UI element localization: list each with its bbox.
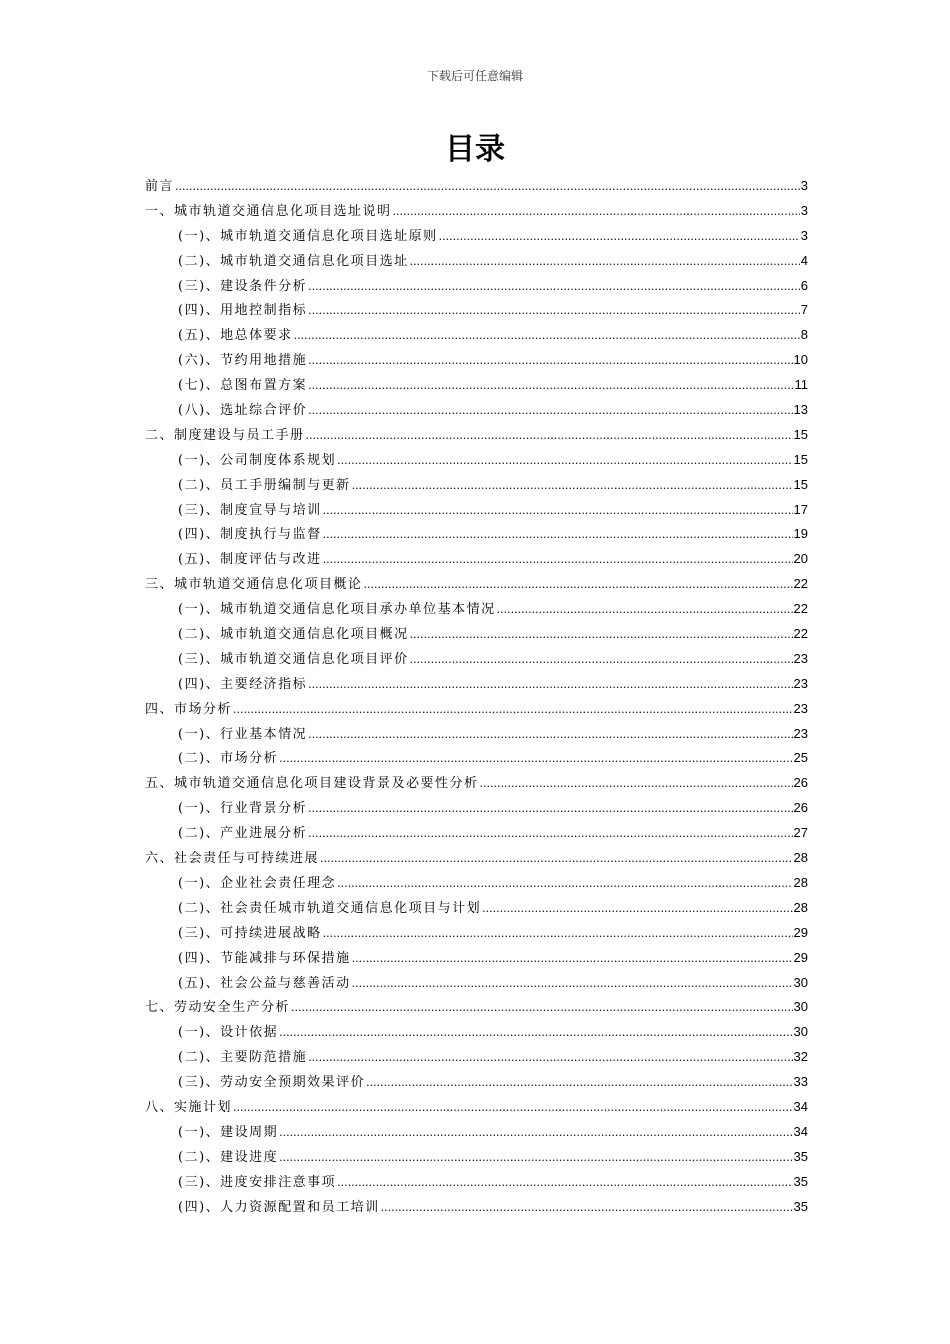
- toc-entry-label: (二)、城市轨道交通信息化项目概况: [178, 627, 409, 643]
- toc-entry[interactable]: [145, 498, 808, 523]
- dot-leader: [308, 673, 792, 698]
- dot-leader: [308, 797, 792, 822]
- toc-entry[interactable]: [145, 821, 808, 846]
- dot-leader: [308, 275, 800, 300]
- toc-entry[interactable]: [145, 896, 808, 921]
- toc-entry-label: (一)、设计依据: [178, 1025, 279, 1041]
- dot-leader: [364, 573, 793, 598]
- dot-leader: [323, 922, 793, 947]
- toc-entry-label: (五)、制度评估与改进: [178, 552, 322, 568]
- toc-entry-page-number: 3: [800, 202, 808, 218]
- toc-entry[interactable]: [145, 946, 808, 971]
- toc-entry[interactable]: [145, 298, 808, 323]
- toc-entry[interactable]: [145, 1095, 808, 1120]
- toc-entry-page-number: 35: [793, 1173, 808, 1189]
- toc-entry-label: (二)、员工手册编制与更新: [178, 477, 351, 493]
- toc-entry[interactable]: [145, 348, 808, 373]
- toc-entry-label: (三)、建设条件分析: [178, 278, 308, 294]
- toc-entry-label: (二)、产业进展分析: [178, 826, 308, 842]
- toc-entry-page-number: 30: [793, 999, 808, 1015]
- toc-entry-page-number: 6: [800, 277, 808, 293]
- toc-entry-page-number: 15: [793, 476, 808, 492]
- toc-entry-label: (一)、企业社会责任理念: [178, 875, 337, 891]
- dot-leader: [279, 1146, 792, 1171]
- dot-leader: [308, 349, 792, 374]
- dot-leader: [279, 1121, 792, 1146]
- dot-leader: [352, 972, 793, 997]
- dot-leader: [410, 250, 800, 275]
- toc-entry[interactable]: [145, 846, 808, 871]
- dot-leader: [497, 598, 793, 623]
- dot-leader: [308, 1046, 792, 1071]
- toc-entry-page-number: 3: [800, 227, 808, 243]
- toc-entry-page-number: 10: [793, 352, 808, 368]
- dot-leader: [306, 424, 793, 449]
- table-of-contents: [145, 174, 808, 1219]
- toc-entry-page-number: 32: [793, 1049, 808, 1065]
- toc-entry-page-number: 29: [793, 924, 808, 940]
- toc-entry-page-number: 23: [793, 650, 808, 666]
- dot-leader: [352, 474, 793, 499]
- dot-leader: [320, 847, 793, 872]
- toc-entry[interactable]: [145, 1070, 808, 1095]
- toc-entry-page-number: 34: [793, 1123, 808, 1139]
- toc-entry-label: (二)、市场分析: [178, 751, 279, 767]
- toc-entry[interactable]: [145, 423, 808, 448]
- toc-entry[interactable]: [145, 224, 808, 249]
- dot-leader: [323, 499, 793, 524]
- toc-entry[interactable]: [145, 971, 808, 996]
- toc-entry-page-number: 30: [793, 974, 808, 990]
- dot-leader: [410, 648, 793, 673]
- dot-leader: [410, 623, 793, 648]
- toc-entry-page-number: 22: [793, 601, 808, 617]
- dot-leader: [233, 1096, 793, 1121]
- toc-entry-label: (二)、建设进度: [178, 1149, 279, 1165]
- toc-entry-label: (八)、选址综合评价: [178, 403, 308, 419]
- toc-entry-page-number: 35: [793, 1198, 808, 1214]
- dot-leader: [352, 947, 793, 972]
- toc-entry-page-number: 23: [793, 725, 808, 741]
- dot-leader: [308, 822, 792, 847]
- dot-leader: [279, 1021, 792, 1046]
- toc-entry[interactable]: [145, 771, 808, 796]
- toc-entry-page-number: 20: [793, 551, 808, 567]
- dot-leader: [308, 299, 800, 324]
- toc-entry[interactable]: [145, 697, 808, 722]
- toc-entry-label: 六、社会责任与可持续进展: [145, 851, 320, 867]
- toc-entry[interactable]: [145, 373, 808, 398]
- toc-entry-page-number: 26: [793, 775, 808, 791]
- toc-entry[interactable]: [145, 622, 808, 647]
- toc-entry[interactable]: [145, 995, 808, 1020]
- dot-leader: [291, 996, 793, 1021]
- toc-entry[interactable]: [145, 921, 808, 946]
- toc-entry-label: (四)、主要经济指标: [178, 676, 308, 692]
- toc-entry-page-number: 28: [793, 850, 808, 866]
- toc-entry[interactable]: [145, 522, 808, 547]
- toc-entry-label: (五)、社会公益与慈善活动: [178, 975, 351, 991]
- toc-entry-label: (六)、节约用地措施: [178, 353, 308, 369]
- toc-entry[interactable]: [145, 1195, 808, 1220]
- dot-leader: [337, 872, 792, 897]
- toc-entry[interactable]: [145, 672, 808, 697]
- toc-entry-page-number: 23: [793, 700, 808, 716]
- toc-entry-label: 四、市场分析: [145, 701, 233, 717]
- toc-entry-label: (一)、行业背景分析: [178, 801, 308, 817]
- toc-entry[interactable]: [145, 448, 808, 473]
- dot-leader: [439, 225, 800, 250]
- toc-entry-label: (二)、城市轨道交通信息化项目选址: [178, 253, 409, 269]
- toc-entry-label: (三)、城市轨道交通信息化项目评价: [178, 651, 409, 667]
- toc-entry[interactable]: [145, 174, 808, 199]
- toc-entry-label: 七、劳动安全生产分析: [145, 1000, 291, 1016]
- header-note: 下载后可任意编辑: [426, 69, 523, 83]
- toc-entry[interactable]: [145, 323, 808, 348]
- toc-entry-page-number: 25: [793, 750, 808, 766]
- toc-entry[interactable]: [145, 547, 808, 572]
- toc-entry-label: (五)、地总体要求: [178, 328, 293, 344]
- toc-entry-page-number: 33: [793, 1074, 808, 1090]
- toc-entry-page-number: 29: [793, 949, 808, 965]
- toc-entry-label: (二)、主要防范措施: [178, 1050, 308, 1066]
- dot-leader: [393, 200, 800, 225]
- dot-leader: [323, 548, 793, 573]
- toc-entry-label: 五、城市轨道交通信息化项目建设背景及必要性分析: [145, 776, 479, 792]
- toc-entry-page-number: 28: [793, 874, 808, 890]
- toc-entry-label: (三)、制度宣导与培训: [178, 502, 322, 518]
- toc-entry-page-number: 22: [793, 576, 808, 592]
- toc-entry-page-number: 13: [793, 402, 808, 418]
- toc-entry-label: 三、城市轨道交通信息化项目概论: [145, 577, 363, 593]
- toc-entry-page-number: 15: [793, 426, 808, 442]
- toc-entry-label: (四)、制度执行与监督: [178, 527, 322, 543]
- toc-entry[interactable]: [145, 647, 808, 672]
- toc-entry[interactable]: [145, 398, 808, 423]
- toc-entry[interactable]: [145, 473, 808, 498]
- dot-leader: [294, 324, 800, 349]
- dot-leader: [308, 723, 792, 748]
- toc-entry-label: (三)、劳动安全预期效果评价: [178, 1075, 366, 1091]
- toc-entry-label: 一、城市轨道交通信息化项目选址说明: [145, 203, 392, 219]
- toc-entry[interactable]: [145, 274, 808, 299]
- toc-entry[interactable]: [145, 1145, 808, 1170]
- toc-entry[interactable]: [145, 597, 808, 622]
- toc-entry-page-number: 15: [793, 451, 808, 467]
- toc-entry[interactable]: [145, 1045, 808, 1070]
- toc-entry[interactable]: [145, 746, 808, 771]
- toc-entry[interactable]: [145, 1120, 808, 1145]
- toc-entry-page-number: 11: [794, 377, 808, 393]
- dot-leader: [381, 1196, 793, 1221]
- toc-entry-page-number: 26: [793, 800, 808, 816]
- toc-entry[interactable]: [145, 1020, 808, 1045]
- toc-entry[interactable]: [145, 249, 808, 274]
- toc-entry-page-number: 23: [793, 675, 808, 691]
- dot-leader: [175, 175, 800, 200]
- toc-entry-page-number: 3: [800, 178, 808, 193]
- toc-entry[interactable]: [145, 722, 808, 747]
- toc-entry-label: (一)、城市轨道交通信息化项目承办单位基本情况: [178, 602, 496, 618]
- toc-entry[interactable]: [145, 796, 808, 821]
- toc-entry-page-number: 22: [793, 626, 808, 642]
- toc-entry[interactable]: [145, 199, 808, 224]
- toc-entry-label: (四)、用地控制指标: [178, 303, 308, 319]
- dot-leader: [308, 374, 793, 399]
- toc-entry[interactable]: [145, 572, 808, 597]
- toc-entry-label: 二、制度建设与员工手册: [145, 427, 305, 443]
- toc-entry-label: (一)、建设周期: [178, 1124, 279, 1140]
- toc-entry-page-number: 27: [793, 825, 808, 841]
- toc-entry-page-number: 35: [793, 1148, 808, 1164]
- toc-entry-page-number: 7: [800, 302, 808, 318]
- toc-entry[interactable]: [145, 1170, 808, 1195]
- toc-entry-label: (二)、社会责任城市轨道交通信息化项目与计划: [178, 900, 482, 916]
- dot-leader: [308, 399, 792, 424]
- toc-entry-label: (四)、人力资源配置和员工培训: [178, 1199, 380, 1215]
- dot-leader: [323, 523, 793, 548]
- toc-entry-label: 前言: [145, 179, 175, 194]
- toc-entry-label: (一)、城市轨道交通信息化项目选址原则: [178, 228, 438, 244]
- dot-leader: [337, 449, 792, 474]
- toc-entry-label: (三)、可持续进展战略: [178, 925, 322, 941]
- toc-entry-page-number: 34: [793, 1098, 808, 1114]
- toc-entry-page-number: 28: [793, 899, 808, 915]
- dot-leader: [482, 897, 792, 922]
- toc-entry-page-number: 17: [793, 501, 808, 517]
- dot-leader: [279, 747, 792, 772]
- toc-entry-page-number: 19: [793, 526, 808, 542]
- dot-leader: [480, 772, 793, 797]
- toc-entry-label: (七)、总图布置方案: [178, 378, 308, 394]
- toc-entry-page-number: 8: [800, 327, 808, 343]
- dot-leader: [233, 698, 793, 723]
- toc-entry-label: (一)、公司制度体系规划: [178, 452, 337, 468]
- dot-leader: [337, 1171, 792, 1196]
- toc-entry-label: (三)、进度安排注意事项: [178, 1174, 337, 1190]
- dot-leader: [366, 1071, 792, 1096]
- toc-entry-page-number: 30: [793, 1024, 808, 1040]
- toc-entry[interactable]: [145, 871, 808, 896]
- toc-entry-label: (一)、行业基本情况: [178, 726, 308, 742]
- toc-entry-label: (四)、节能减排与环保措施: [178, 950, 351, 966]
- toc-entry-label: 八、实施计划: [145, 1099, 233, 1115]
- toc-entry-page-number: 4: [800, 252, 808, 268]
- toc-title: 目录: [445, 132, 505, 167]
